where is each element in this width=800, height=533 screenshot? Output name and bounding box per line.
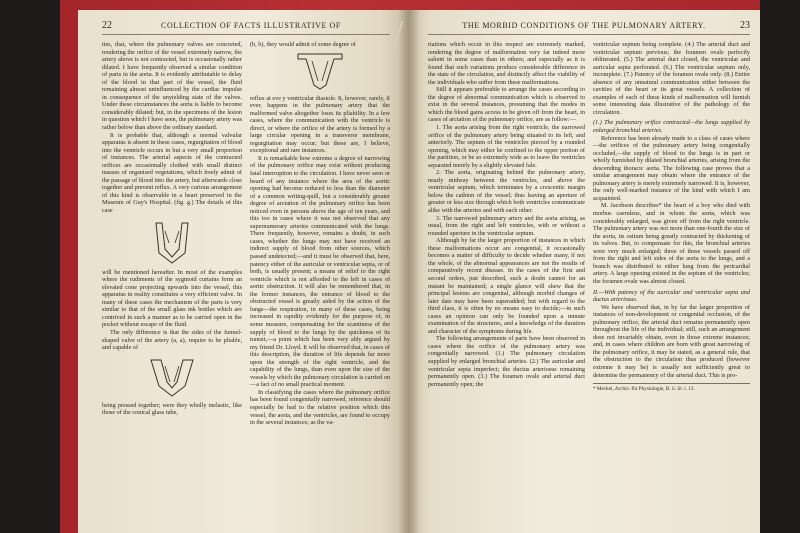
paragraph: It is remarkable how extreme a degree of narrowing of the pulmonary orifice may exist without producing fatal interruption to the circulation. I have never seen or heard of any instance where the area of the aortic opening had become reduced to less than the diameter of a common writing-quill, but a considerably greater degree of arctation of the pulmonary orifice has been noticed even in persons above the age of ten years, and this too in cases where it was not observed that any supernumerary arteries communicated with the lungs. There frequently, however, remains a doubt, in such cases, whether the lungs may not have received an indirect supply of blood from other sources, which passed undetected;—and it must be observed that, here, patency either of the auricular or ventricular septa, or of both, is usually present; a means of relief to the right ventricle which is not afforded to the left in cases of aortic obstruction. It will also be remembered that, in the former instances, the entrance of blood to the obstructed vessel is greatly aided by the action of the lungs—the respiration, in many of these cases, being increased in rapidity evidently for the purpose of, in some measure, compensating for the scantiness of the supply of blood to the lungs by the quickness of its transit,—a point which has been very ably argued by my friend Dr. Lloyd. It will be observed that, in cases of this description, the duration of life depends far more upon the strength of the right ventricle, and the capability of the lungs, than even upon the size of the vessels by which the pulmonary circulation is carried on—a fact of no small practical moment. [250,154,390,389]
funnel-valve-figure [145,356,199,398]
left-column-1 [102,41,242,427]
paragraph: ties, that, where the pulmonary valves are concreted, rendering the orifice of the vessel extremely narrow, the artery above is not contracted, but is occasionally rather dilated. I have frequently observed a similar condition of parts in the aorta. It is evidently attributable to delay of the blood in that part of the vessel, the fluid remaining almost uninfluenced by the cardiac impulse in consequence of the unyielding state of the valves. Under these circumstances the aorta is liable to become considerably dilated; but, in the specimens of the lesion in question which I have seen, the pulmonary artery was rather below than above the ordinary standard. [102,41,242,132]
left-running-head [102,20,390,35]
right-column-2 [593,41,750,392]
glass-tube-figure [292,51,348,93]
footnote: * Meckel, Archiv. für Physiologie, B. ii. St. i. 13. [593,383,750,392]
right-columns [428,41,750,392]
paragraph: will be mentioned hereafter. In most of the examples where the rudiments of the sygmoid curtains form an elevated cone projecting upwards into the vessel, this apparatus in reality constitutes a very efficient valve. In many of these cases the mechanism of the parts is very similar to that of the small glass ink bottles which are contrived in such a manner as to be carried open in the pocket without escape of the fluid. [102,268,242,329]
right-page [408,10,760,533]
paragraph: reflux at eve y ventricular diastole. It, however, rarely, if ever, happens in the pulmonary artery that the malformed valve altogether loses its pliability. In a few cases, where the communication with the ventricle is direct, or where the orifice of the artery is formed by a large circular opening in a transverse membrane, regurgitation may occur; but these are, I believe, exceptional and rare instances. [250,94,390,155]
paragraph: Still it appears preferable to arrange the cases according to the degree of abnormal communication which is observed to exist in the several instances, presuming that the modes in which the blood gains access to be given off from the heart, in cases of arctation of the pulmonary orifice, are as follow:— [428,86,585,124]
paragraph: The following arrangements of parts have been observed in cases where the orifice of the pulmonary artery was congenitally narrowed. (1.) The pulmonary circulation supplied by enlarged bronchial arteries. (2.) The auricular and ventricular septa imperfect; the ductus arteriosus remaining permanently open. (3.) The foramen ovale and arterial duct permanently open; the [428,335,585,388]
paragraph: We have observed that, in by far the larger proportion of instances of non-development or congenital occlusion, of the pulmonary orifice, the arterial duct remains permanently open throughout the life of the individual; still, such an arrangement does not invariably obtain, even in those extreme instances; and, in cases where children are born with great narrowing of the pulmonary orifice, it may be stated, as a general rule, that the obstruction to the circulation thus produced (however extreme it may be) is usually not sufficiently great to determine the permanency of the arterial duct. This is pro- [593,303,750,379]
paragraph: (b, b), they would admit of some degree of [250,41,356,48]
section-heading: (1.) The pulmonary orifice contracted—the lungs supplied by enlarged bronchial arteries. [593,119,750,135]
paragraph: It is probable that, although a normal valvular apparatus is absent in these cases, regurgitation of blood into the ventricle occurs in but a very small proportion of instances. The arterial aspects of the contracted orifices are occasionally clothed with small distinct masses of organised vegetations, which freely admit of the passage of blood into the artery, but afterwards close together and prevent reflux. A very curious arrangement of this kind is observable in a heart preserved in the Museum of Guy's Hospital. (fig. g.) The details of this case [102,131,242,215]
right-column-1 [428,41,585,392]
paragraph: 1. The aorta arising from the right ventricle, the narrowed orifice of the pulmonary artery being situated to its left, and anteriorly. The septum of the ventricles pierced by a rounded opening, which may either be confined to the upper portion of the partition, or be so extremely wide as to leave the ventricles separated merely by a slightly elevated fale. [428,124,585,169]
paragraph: M. Jacobson describes* the heart of a boy who died with morbus caeruleus, and in whom the aorta, which was considerably enlarged, was given off from the right ventricle. The pulmonary artery was not more than one-fourth the size of the aorta, its ostium being greatly contracted by thickening of its valves. But, to compensate for this, the bronchial arteries were very much enlarged; three of these vessels passed off from the right and left sides of the aorta to the lungs, and a branch was distributed to either lung from the pericardial artery. A large opening existed in the septum of the ventricles; the foramen ovale was almost closed. [593,202,750,285]
left-running-title: COLLECTION OF FACTS ILLUSTRATIVE OF [161,21,341,30]
left-columns [102,41,390,427]
valve-figure-g [152,219,192,265]
paragraph: ventricular septum being complete. (4.) The arterial duct and ventricular septum pervious; the foramen ovale perfectly obliterated. (5.) The arterial duct closed, the ventricular and auricular septa perforated. (6.) The ventricular septum only, incomplete. (7.) Patency of the foramen ovale only. (8.) Entire absence of any unnatural communication either between the cavities of the heart or its great vessels. A collection of examples of each of these kinds of malformation will furnish some interesting data illustrative of the pathology of the circulation. [593,41,750,116]
paragraph: Although by far the larger proportion of instances in which these malformations occur are congenital, it occasionally becomes a matter of difficulty to decide whether many, if not the whole, of the abnormal appearances are not the results of comparatively recent disease. In the cases of the first and second orders, just described, such a doubt cannot for an instant be maintained; a single glance will shew that the principal lesions are congenital, although morbid changes of later date may have been superadded; but with regard to the third class, it is often by no means easy to decide;—in such cases an opinion can only be founded upon a minute examination of the structures, and a knowledge of the duration and character of the symptoms during life. [428,237,585,335]
paragraph: 2. The aorta, originating behind the pulmonary artery, nearly midway between the ventricles, and above the ventricular septum, which terminates by a crescentic margin below the cathion of the vessel; thus leaving an aperture of greater or less size through which both ventricles communicate alike with the arteries and with each other. [428,169,585,215]
paragraph: being pressed together; were they wholly inelastic, like those of the conical glass tube, [102,401,242,417]
right-running-title: THE MORBID CONDITIONS OF THE PULMONARY ARTERY. [462,21,706,30]
paragraph: The only difference is that the sides of the funnel-shaped valve of the artery (a, a), require to be pliable, and capable of [102,328,242,352]
left-page [78,10,408,533]
right-page-number: 23 [740,20,750,31]
paragraph: riations which occur in this respect are extremely marked, rendering the degree of malformation very far indeed more salient in some cases than in others; and especially as it is found that such variations produce considerable difference in the state of the circulation, and distinctly affect the viability of the individuals who suffer from these malformations. [428,41,585,86]
right-running-head [428,20,750,35]
paragraph: 3. The narrowed pulmonary artery and the aorta arising, as usual, from the right and left ventricles, with or without a rounded aperture in the ventricular septum. [428,214,585,237]
open-book [78,10,760,533]
left-page-number: 22 [102,20,112,31]
paragraph: In classifying the cases where the pulmonary orifice has been found congenitally narrowed, reference should especially be had to the relative position which this vessel, the aorta, and the ventricles, are found to occupy in the several instances; as the va- [250,388,390,427]
left-column-2 [250,41,390,427]
section-heading: II.—With patency of the auricular and ventricular septa and ductus arteriosus. [593,288,750,304]
paragraph: Reference has been already made to a class of cases where—the orifices of the pulmonary artery being congenitally occluded,—the supply of blood to the lungs is in part or wholly furnished by dilated bronchial arteries, arising from the descending thoracic aorta. The following case proves that a similar arrangement may obtain where the entrance of the pulmonary artery is merely extremely narrowed. It is, however, the only well-marked instance of the kind with which I am acquainted. [593,134,750,202]
